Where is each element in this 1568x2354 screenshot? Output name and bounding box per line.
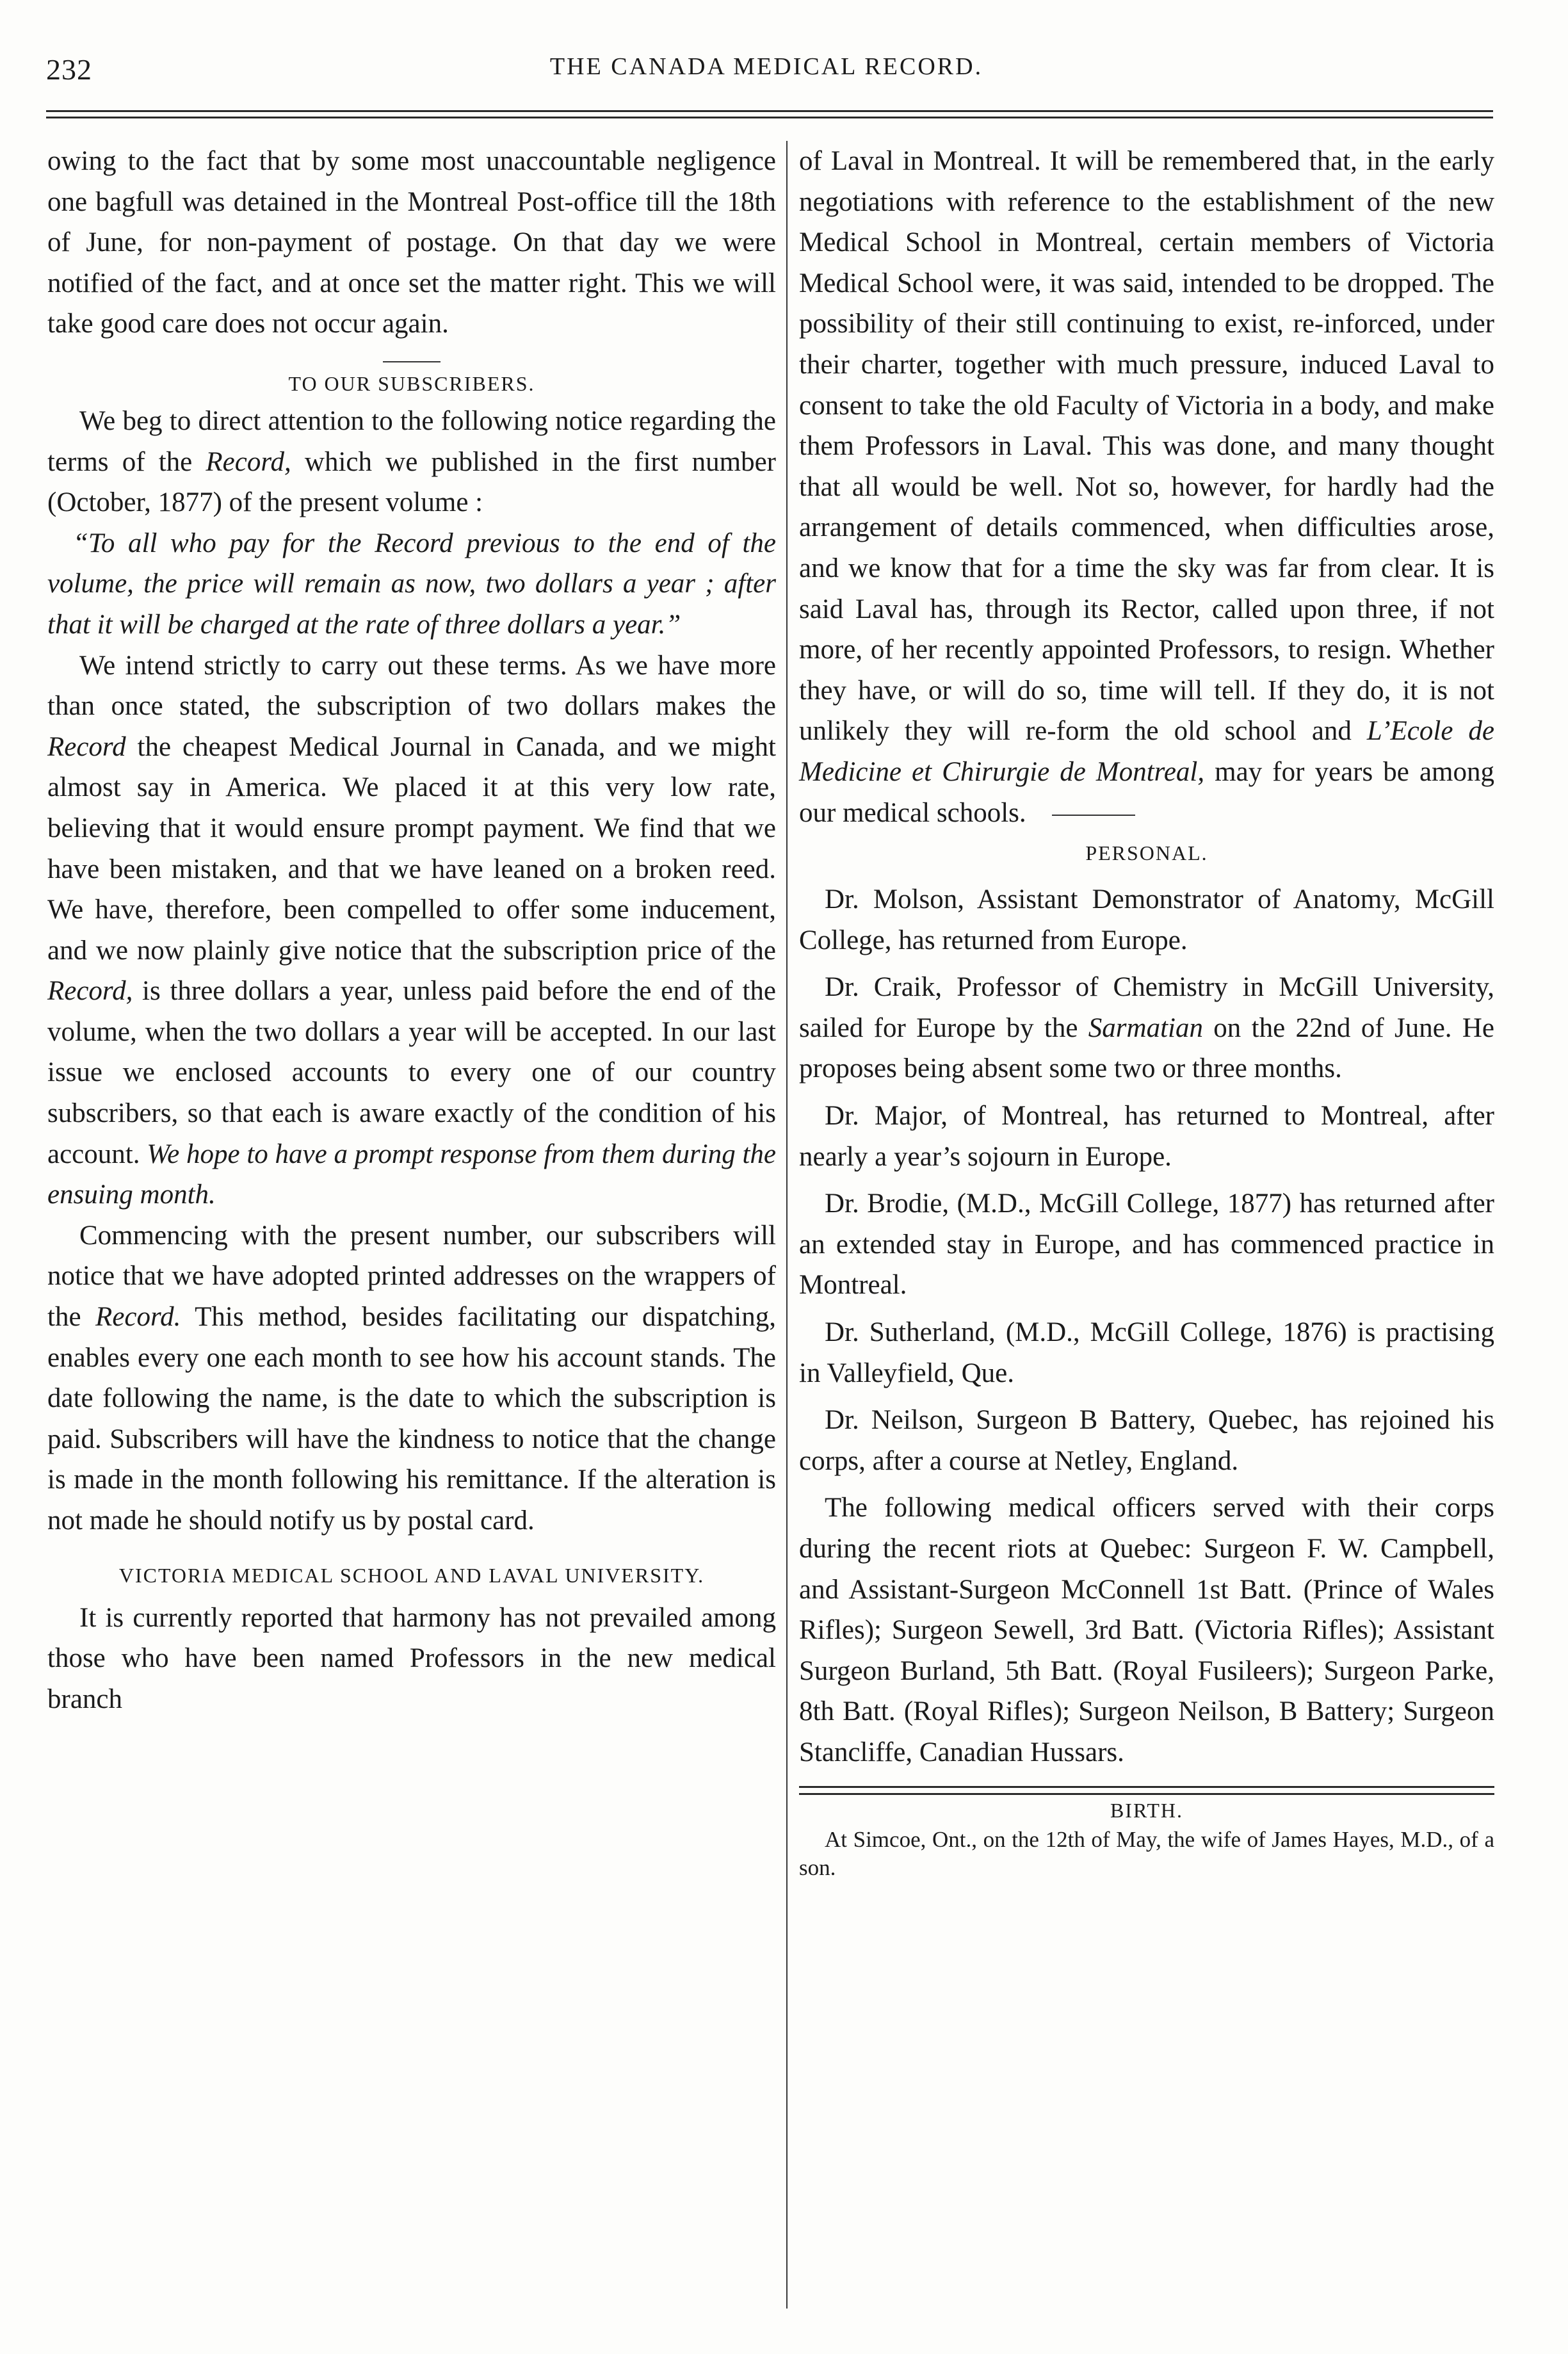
text-run: is three dollars a year, unless paid before the end of the volume, when the two dollars a year will be accepted. In our last issue we enclosed accounts to every one of our country subscribers, so that each is aware exactly of the condition of his account. bbox=[47, 976, 776, 1169]
personal-item: The following medical officers served with their corps during the recent riots at Quebec: Surgeon F. W. Campbell, and Assistant-Surgeon McConnell 1st Batt. (Prince of Wales Rifles); Surgeon Sewell, 3rd Batt. (Victoria Rifles); Assistant Surgeon Burland, 5th Batt. (Royal Fusileers); Surgeon Parke, 8th Batt. (Royal Rifles); Surgeon Neilson, B Battery; Surgeon Stancliffe, Canadian Hussars. bbox=[799, 1493, 1494, 1767]
journal-name: Record, bbox=[206, 446, 291, 477]
section-heading-birth: BIRTH. bbox=[1110, 1798, 1184, 1822]
journal-title: THE CANADA MEDICAL RECORD. bbox=[549, 53, 983, 80]
ship-name: Sarmatian bbox=[1088, 1012, 1203, 1043]
section-heading-subscribers: TO OUR SUBSCRIBERS. bbox=[288, 371, 535, 395]
header-rule bbox=[46, 117, 1493, 118]
emphasis-text: We hope to have a prompt response from them during the ensuing month. bbox=[47, 1139, 777, 1210]
text-run: We intend strictly to carry out these terms. As we have more than once stated, the subscription of two dollars makes the bbox=[47, 650, 776, 722]
text-run: which we published in the first number (October, 1877) of the present volume : bbox=[47, 446, 776, 518]
personal-item: Dr. Major, of Montreal, has returned to Montreal, after nearly a year’s sojourn in Europe. bbox=[799, 1101, 1494, 1172]
birth-rule bbox=[799, 1786, 1494, 1788]
section-divider bbox=[383, 361, 440, 362]
subscribers-paragraph-3 bbox=[47, 1215, 776, 1541]
section-divider bbox=[1052, 815, 1135, 816]
victoria-paragraph-1: It is currently reported that harmony has not prevailed among those who have been named Professors in the new medical branch bbox=[47, 1602, 776, 1714]
victoria-continuation bbox=[799, 141, 1494, 833]
personal-item: Dr. Brodie, (M.D., McGill College, 1877) has returned after an extended stay in Europe, and has commenced practice in Montreal. bbox=[799, 1189, 1494, 1301]
personal-item: Dr. Sutherland, (M.D., McGill College, 1876) is practising in Valleyfield, Que. bbox=[799, 1317, 1494, 1388]
text-run: This method, besides facilitating our dispatching, enables every one each month to see how his account stands. The date following the name, is the date to which the subscription is paid. Subscribers will have the kindness to notice that the change is made in the month following his remittance. If the alteration is not made he should notify us by postal card. bbox=[47, 1302, 776, 1536]
personal-item bbox=[799, 967, 1494, 1089]
header-rule bbox=[46, 110, 1493, 112]
journal-name: Record bbox=[47, 731, 126, 762]
intro-paragraph: owing to the fact that by some most unaccountable negligence one bagfull was detained in the Montreal Post-office till the 18th of June, for non-payment of postage. On that day we were notified of the fact, and at once set the matter right. This we will take good care does not occur again. bbox=[47, 146, 776, 339]
text-run: the cheapest Medical Journal in Canada, and we might almost say in America. We placed it at this very low rate, believing that it would ensure prompt payment. We find that we have been mistaken, and that we have leaned on a broken reed. We have, therefore, been compelled to offer some inducement, and we now plainly give notice that the subscription price of the bbox=[47, 731, 776, 966]
section-heading-personal: PERSONAL. bbox=[1085, 841, 1208, 865]
page-number: 232 bbox=[46, 53, 92, 86]
section-heading-victoria: VICTORIA MEDICAL SCHOOL AND LAVAL UNIVERSITY. bbox=[118, 1563, 705, 1587]
text-run: of Laval in Montreal. It will be remembered that, in the early negotiations with reference to the establishment of the new Medical School in Montreal, certain members of Victoria Medical School were, it was said, intended to be dropped. The possibility of their still continuing to exist, re-inforced, under their charter, together with much pressure, induced Laval to consent to take the old Faculty of Victoria in a body, and make them Professors in Laval. This was done, and many thought that all would be well. Not so, however, for hardly had the arrangement of details commenced, when difficulties arose, and we know that for a time the sky was far from clear. It is said Laval has, through its Rector, called upon three, if not more, of her recently appointed Professors, to resign. Whether they have, or will do so, time will tell. If they do, it is not unlikely they will re-form the old school and bbox=[799, 146, 1494, 747]
text-run: Commencing with the present number, our subscribers will notice that we have adopted printed addresses on the wrappers of the bbox=[47, 1220, 776, 1333]
left-column bbox=[47, 141, 776, 1719]
notice-quote: “To all who pay for the Record previous to the end of the volume, the price will remain as now, two dollars a year ; after that it will be charged at the rate of three dollars a year.” bbox=[47, 528, 776, 640]
text-run: Dr. Craik, Professor of Chemistry in McGill University, sailed for Europe by the bbox=[799, 972, 1494, 1043]
right-column bbox=[799, 141, 1494, 1882]
subscribers-paragraph-2 bbox=[47, 645, 776, 1215]
birth-notice: At Simcoe, Ont., on the 12th of May, the wife of James Hayes, M.D., of a son. bbox=[799, 1826, 1494, 1880]
text-run: on the 22nd of June. He proposes being absent some two or three months. bbox=[799, 1012, 1494, 1084]
column-divider bbox=[786, 141, 788, 2309]
school-name: L’Ecole de Medicine et Chirurgie de Montreal, bbox=[799, 716, 1495, 787]
journal-name: Record. bbox=[95, 1302, 181, 1333]
subscribers-paragraph-1 bbox=[47, 401, 776, 523]
text-run: We beg to direct attention to the following notice regarding the terms of the bbox=[47, 405, 776, 477]
personal-item: Dr. Molson, Assistant Demonstrator of Anatomy, McGill College, has returned from Europe. bbox=[799, 884, 1494, 955]
running-head bbox=[46, 53, 1487, 97]
text-run: may for years be among our medical schools. bbox=[799, 756, 1494, 828]
personal-item: Dr. Neilson, Surgeon B Battery, Quebec, has rejoined his corps, after a course at Netley, England. bbox=[799, 1405, 1494, 1476]
journal-name: Record, bbox=[47, 976, 133, 1007]
